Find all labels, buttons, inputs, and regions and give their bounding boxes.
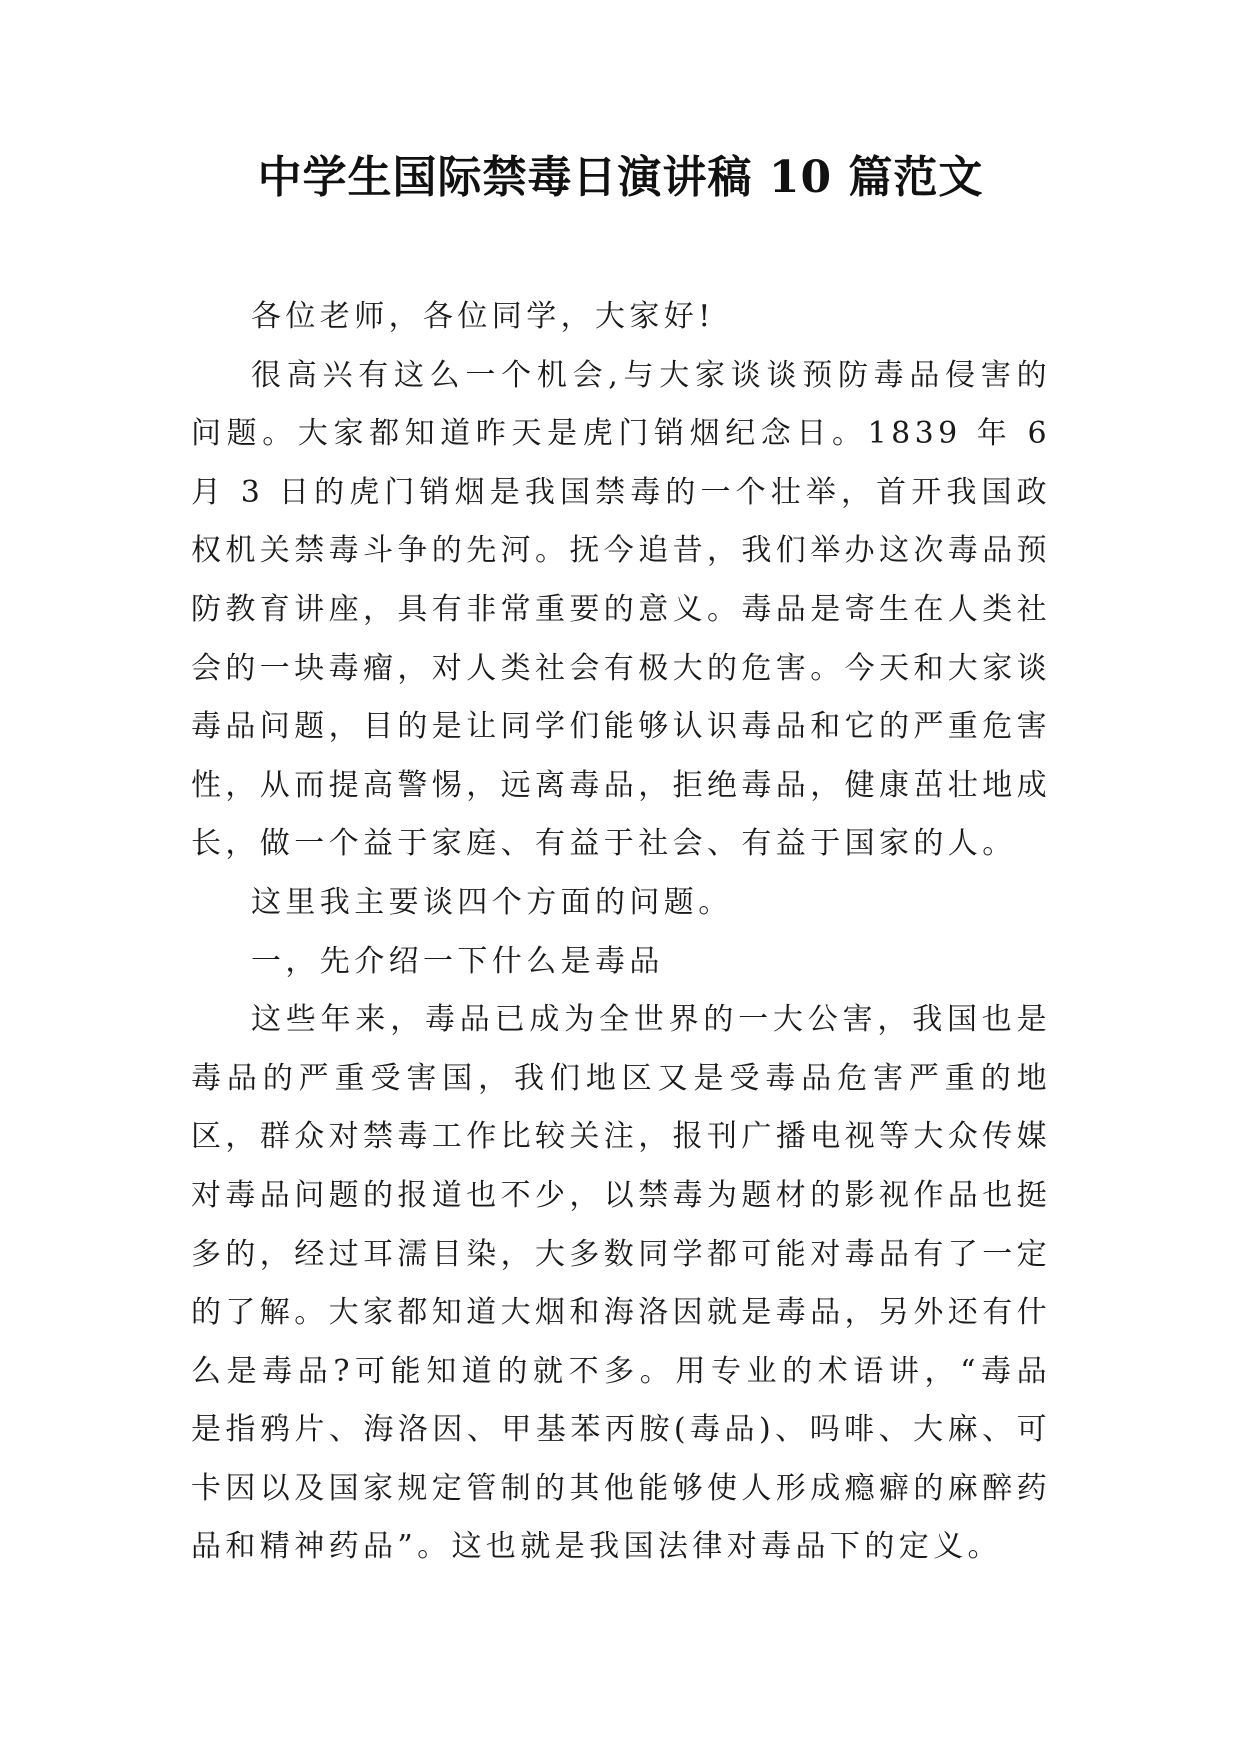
paragraph-intro: 很高兴有这么一个机会,与大家谈谈预防毒品侵害的问题。大家都知道昨天是虎门销烟纪念日。1839 年 6 月 3 日的虎门销烟是我国禁毒的一个壮举，首开我国政权机关禁毒斗争的先河。抚今追昔，我们举办这次毒品预防教育讲座，具有非常重要的意义。毒品是寄生在人类社会的一块毒瘤，对人类社会有极大的危害。今天和大家谈毒品问题，目的是让同学们能够认识毒品和它的严重危害性，从而提高警惕，远离毒品，拒绝毒品，健康茁壮地成长，做一个益于家庭、有益于社会、有益于国家的人。 <box>191 357 1051 862</box>
paragraph-greeting: 各位老师，各位同学，大家好! <box>251 299 715 334</box>
paragraph-outline: 这里我主要谈四个方面的问题。 <box>251 884 733 920</box>
document-body <box>191 288 1051 1577</box>
document-title: 中学生国际禁毒日演讲稿 10 篇范文 <box>257 152 984 203</box>
section-heading-1: 一，先介绍一下什么是毒品 <box>251 943 664 979</box>
paragraph-definition: 这些年来，毒品已成为全世界的一大公害，我国也是毒品的严重受害国，我们地区又是受毒品危害严重的地区，群众对禁毒工作比较关注，报刊广播电视等大众传媒对毒品问题的报道也不少，以禁毒为题材的影视作品也挺多的，经过耳濡目染，大多数同学都可能对毒品有了一定的了解。大家都知道大烟和海洛因就是毒品，另外还有什么是毒品?可能知道的就不多。用专业的术语讲，“毒品是指鸦片、海洛因、甲基苯丙胺(毒品)、吗啡、大麻、可卡因以及国家规定管制的其他能够使人形成瘾癖的麻醉药品和精神药品”。这也就是我国法律对毒品下的定义。 <box>191 1002 1051 1565</box>
